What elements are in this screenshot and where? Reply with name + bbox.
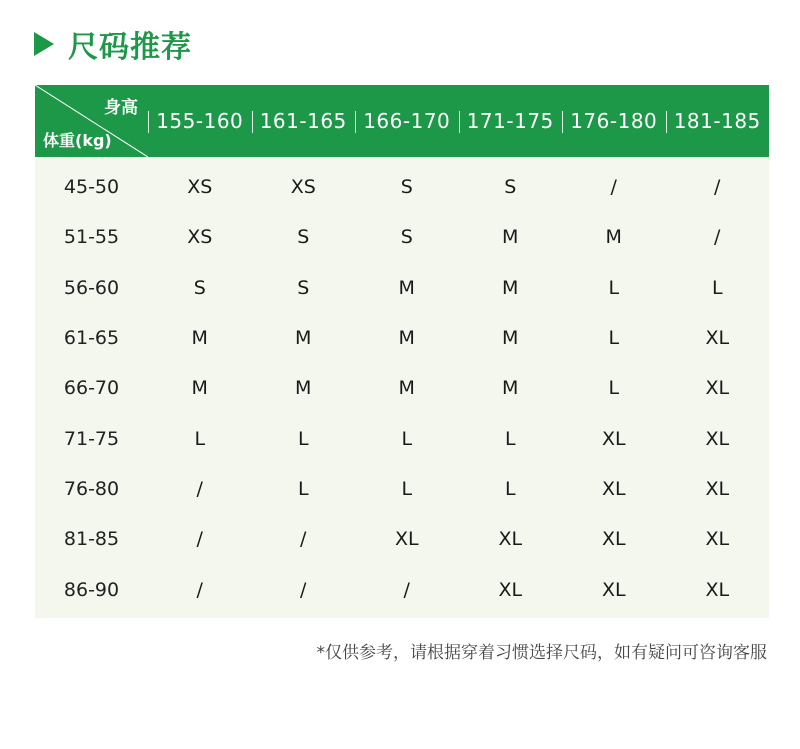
page-title: 尺码推荐 [68, 30, 192, 65]
size-cell: XS [187, 226, 213, 249]
table-row [35, 263, 769, 313]
size-cell: / [300, 578, 307, 601]
size-cell: M [191, 377, 208, 400]
size-cell: L [608, 377, 620, 400]
weight-cell: 56-60 [63, 276, 120, 299]
size-cell: S [504, 176, 517, 199]
size-cell: M [605, 226, 622, 249]
size-cell: M [502, 226, 519, 249]
size-cell: XL [705, 427, 730, 450]
size-cell: S [297, 276, 310, 299]
size-cell: M [295, 377, 312, 400]
size-cell: XL [394, 528, 419, 551]
size-cell: L [504, 477, 516, 500]
size-cell: XS [187, 176, 213, 199]
size-cell: / [196, 528, 203, 551]
height-column-header: 171-175 [459, 85, 563, 157]
size-cell: S [400, 176, 413, 199]
size-cell: / [300, 528, 307, 551]
size-cell: M [502, 377, 519, 400]
size-cell: / [714, 226, 721, 249]
table-row [35, 363, 769, 413]
size-cell: M [398, 327, 415, 350]
table-header [35, 85, 769, 157]
size-cell: M [398, 377, 415, 400]
size-cell: L [608, 276, 620, 299]
size-cell: M [398, 276, 415, 299]
height-column-header: 176-180 [562, 85, 666, 157]
section-title [34, 22, 192, 66]
height-column-header: 161-165 [252, 85, 356, 157]
table-body [35, 157, 769, 618]
size-cell: L [401, 427, 413, 450]
weight-cell: 45-50 [63, 176, 120, 199]
size-cell: XL [705, 578, 730, 601]
weight-cell: 76-80 [63, 477, 120, 500]
size-cell: XL [601, 528, 626, 551]
size-cell: M [191, 327, 208, 350]
size-cell: XL [705, 327, 730, 350]
size-cell: M [502, 276, 519, 299]
size-cell: XL [498, 578, 523, 601]
table-row [35, 464, 769, 514]
size-cell: L [194, 427, 206, 450]
size-cell: / [610, 176, 617, 199]
size-cell: S [400, 226, 413, 249]
height-column-header: 166-170 [355, 85, 459, 157]
size-cell: / [196, 477, 203, 500]
weight-cell: 81-85 [63, 528, 120, 551]
table-row [35, 514, 769, 564]
weight-axis-label: 体重(kg) [43, 131, 112, 150]
size-cell: XS [290, 176, 316, 199]
height-axis-label: 身高 [104, 98, 138, 118]
size-cell: L [711, 276, 723, 299]
size-cell: / [714, 176, 721, 199]
size-cell: M [295, 327, 312, 350]
size-cell: L [608, 327, 620, 350]
height-column-header: 181-185 [666, 85, 770, 157]
weight-cell: 71-75 [63, 427, 120, 450]
weight-cell: 86-90 [63, 578, 120, 601]
table-corner-cell [35, 85, 148, 157]
size-cell: XL [498, 528, 523, 551]
table-row [35, 162, 769, 212]
size-cell: XL [705, 377, 730, 400]
size-cell: XL [601, 578, 626, 601]
size-cell: XL [601, 427, 626, 450]
weight-cell: 66-70 [63, 377, 120, 400]
size-cell: XL [705, 528, 730, 551]
table-row [35, 413, 769, 463]
table-row [35, 212, 769, 262]
size-cell: / [196, 578, 203, 601]
size-cell: S [193, 276, 206, 299]
disclaimer-note: *仅供参考，请根据穿着习惯选择尺码，如有疑问可咨询客服 [316, 643, 767, 663]
weight-cell: 61-65 [63, 327, 120, 350]
size-table [35, 85, 769, 618]
height-column-header: 155-160 [148, 85, 252, 157]
weight-cell: 51-55 [63, 226, 120, 249]
size-cell: L [297, 427, 309, 450]
size-cell: / [403, 578, 410, 601]
size-cell: S [297, 226, 310, 249]
size-cell: L [504, 427, 516, 450]
size-cell: XL [705, 477, 730, 500]
table-row [35, 564, 769, 614]
table-row [35, 313, 769, 363]
size-cell: XL [601, 477, 626, 500]
size-cell: L [297, 477, 309, 500]
size-cell: M [502, 327, 519, 350]
play-triangle-icon [34, 32, 54, 56]
size-cell: L [401, 477, 413, 500]
